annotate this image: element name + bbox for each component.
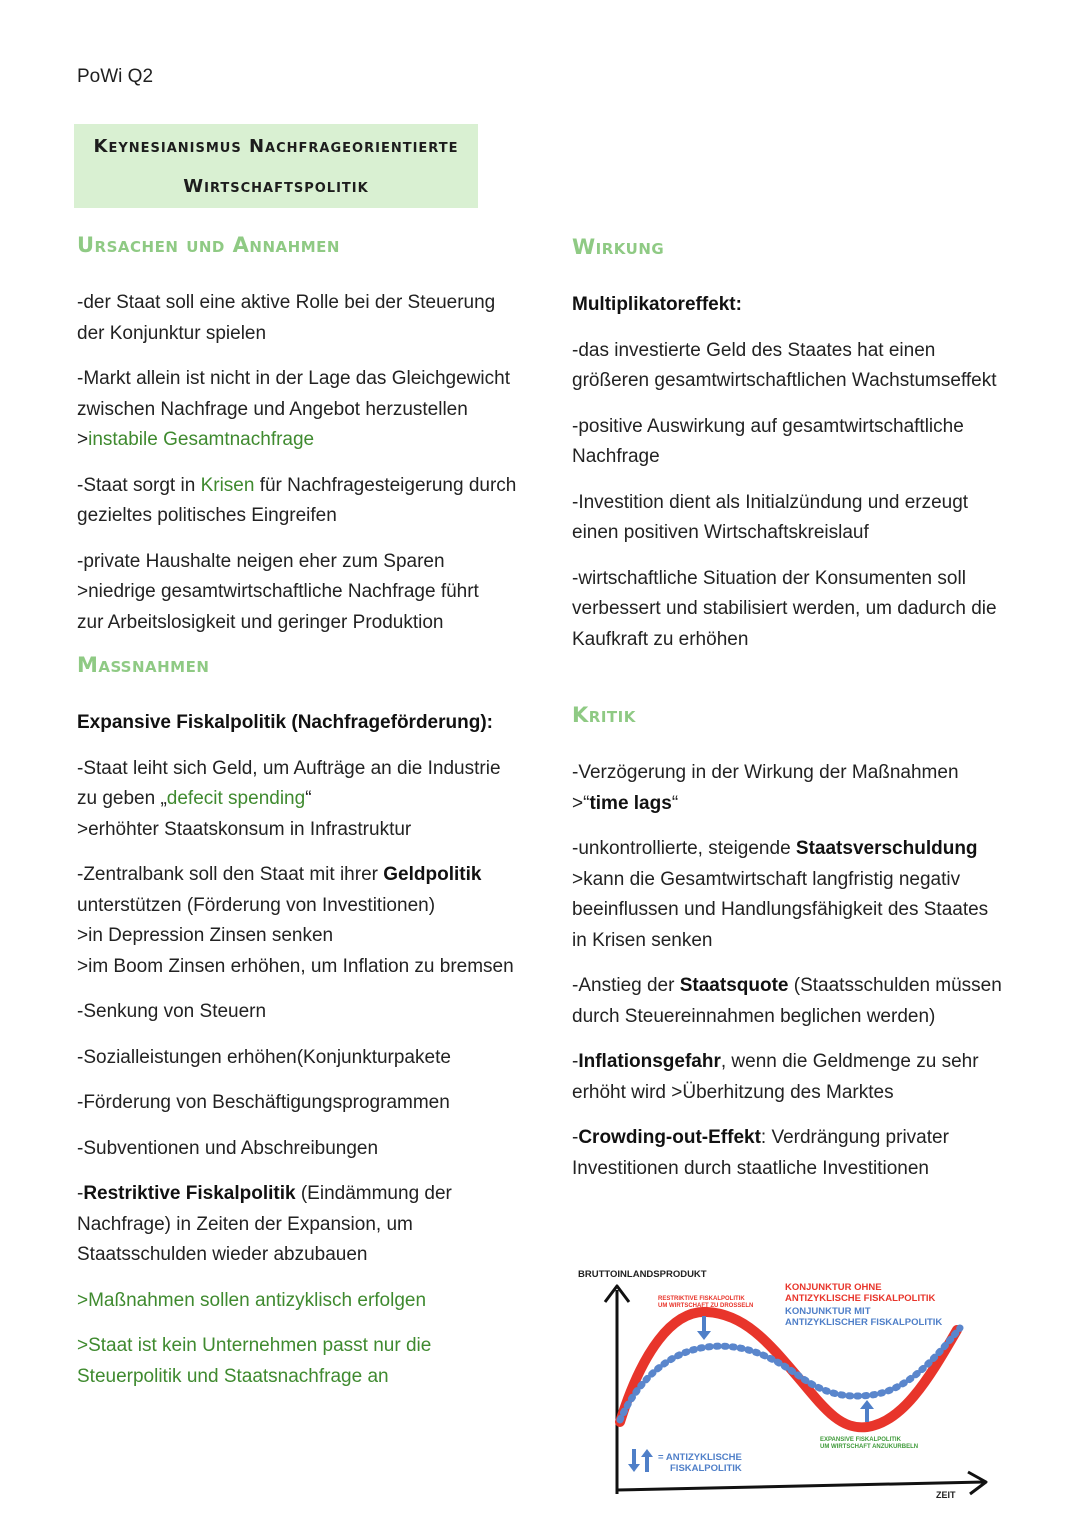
title-line-1: Keynesianismus Nachfrageorientierte [93,136,459,157]
massnahme-2-bold: Geldpolitik [383,864,482,885]
ursache-3-text-a: -Staat sorgt in [77,474,201,496]
key-arrow-down-head [628,1464,640,1472]
kritik-4-dash: - [572,1051,579,1072]
ursache-2-highlight: instabile Gesamtnachfrage [88,429,315,450]
heading-kritik: Kritik [572,703,636,727]
legend-red-line-2: ANTIZYKLISCHE FISKALPOLITIK [785,1293,936,1304]
kritik-4-text: , wenn die Geldmenge zu sehr erhöht wird >Überhitzung des Marktes [572,1051,979,1103]
ursache-2 [77,364,517,456]
ursache-3 [77,471,517,532]
kritik-2-text-a: -unkontrollierte, steigende [572,838,796,859]
legend-red-line-1: KONJUNKTUR OHNE [785,1282,882,1293]
wirkung-4: -wirtschaftliche Situation der Konsumenten soll verbessert und stabilisiert werden, um dadurch die Kaufkraft zu erhöhen [572,567,997,650]
kritik-1-text: -Verzögerung in der Wirkung der Maßnahmen [572,762,959,783]
course-label: PoWi Q2 [77,66,154,87]
restriktiv-label-1: RESTRIKTIVE FISKALPOLITIK [658,1296,745,1302]
massnahme-2 [77,860,517,982]
massnahme-7-dash: - [77,1183,84,1204]
massnahme-7-text: (Eindämmung der Nachfrage) in Zeiten der Expansion, um Staatsschulden wieder abzubauen [77,1183,452,1265]
ursache-1: -der Staat soll eine aktive Rolle bei der Steuerung der Konjunktur spielen [77,292,496,344]
kritik-3 [572,971,1012,1032]
massnahme-2-text-c: >in Depression Zinsen senken [77,925,334,946]
kritik-2-text-b: >kann die Gesamtwirtschaft langfristig negativ beeinflussen und Handlungsfähigkeit des Staates in Krisen senken [572,868,989,951]
right-column [572,232,1012,1184]
kritik-1-bold: time lags [589,792,672,814]
x-axis [617,1482,984,1490]
kritik-1 [572,758,1012,819]
ursache-2-text: -Markt allein ist nicht in der Lage das Gleichgewicht zwischen Nachfrage und Angebot herzustellen > [77,368,510,450]
kritik-4 [572,1047,1012,1108]
massnahme-2-text-d: >im Boom Zinsen erhöhen, um Inflation zu bremsen [77,955,514,977]
kritik-1-quote-close: “ [671,792,679,814]
legend-blue-line-2: ANTIZYKLISCHER FISKALPOLITIK [785,1317,943,1328]
massnahmen-subheading: Expansive Fiskalpolitik (Nachfrageförderung): [77,712,493,733]
massnahme-1-text-a: -Staat leiht sich Geld, um Aufträge an die Industrie zu geben „ [77,757,501,809]
arrow-down-restriktiv-head [697,1331,711,1340]
massnahme-4: -Sozialleistungen erhöhen(Konjunkturpakete [77,1046,451,1068]
kritik-3-text-b: (Staatsschulden müssen durch Steuereinnahmen beglichen werden) [572,975,1002,1027]
kritik-1-quote-open: >“ [572,792,590,814]
restriktiv-label-2: UM WIRTSCHAFT ZU DROSSELN [658,1303,754,1309]
wirkung-1: -das investierte Geld des Staates hat einen größeren gesamtwirtschaftlichen Wachstumseffekt [572,339,997,391]
kritik-5-bold: Crowding-out-Effekt [578,1127,761,1148]
massnahme-1-quote: “ [305,788,312,809]
kritik-5-text: : Verdrängung privater Investitionen durch staatliche Investitionen [572,1127,949,1179]
massnahme-2-text-a: -Zentralbank soll den Staat mit ihrer [77,864,384,885]
kritik-3-text-a: -Anstieg der [572,975,680,996]
ursache-3-text-b: für Nachfragesteigerung durch gezieltes politisches Eingreifen [77,474,517,526]
heading-massnahmen: Maßnahmen [77,653,210,677]
key-label-1: = ANTIZYKLISCHE [658,1452,742,1463]
massnahme-9: >Staat ist kein Unternehmen passt nur die Steuerpolitik und Staatsnachfrage an [77,1335,432,1387]
title-box [74,124,478,208]
massnahme-1-text-b: >erhöhter Staatskonsum in Infrastruktur [77,818,412,840]
legend-blue-line-1: KONJUNKTUR MIT [785,1306,871,1317]
massnahme-6: -Subventionen und Abschreibungen [77,1137,379,1159]
left-column [77,230,517,1392]
kritik-2 [572,834,1007,956]
massnahme-1 [77,754,517,846]
ursache-4: -private Haushalte neigen eher zum Sparen >niedrige gesamtwirtschaftliche Nachfrage führt zur Arbeitslosigkeit und geringer Produktion [77,550,479,633]
x-axis-label: ZEIT [936,1490,956,1500]
ursache-3-highlight: Krisen [200,474,255,496]
key-label-2: FISKALPOLITIK [670,1463,742,1474]
massnahme-1-highlight: defecit spending [166,788,306,809]
kritik-4-bold: Inflationsgefahr [578,1051,721,1072]
title-line-2: Wirtschaftspolitik [183,176,369,197]
wirkung-3: -Investition dient als Initialzündung und erzeugt einen positiven Wirtschaftskreislauf [572,491,969,543]
arrow-up-expansiv-head [860,1400,874,1409]
heading-wirkung: Wirkung [572,235,665,259]
massnahme-7 [77,1179,517,1271]
massnahme-5: -Förderung von Beschäftigungsprogrammen [77,1092,450,1113]
massnahme-2-text-b: unterstützen (Förderung von Investitionen) [77,894,436,916]
expansiv-label-2: UM WIRTSCHAFT ANZUKURBELN [820,1444,919,1450]
massnahme-7-bold: Restriktive Fiskalpolitik [83,1183,296,1204]
y-axis-label: BRUTTOINLANDSPRODUKT [578,1269,707,1280]
massnahme-8: >Maßnahmen sollen antizyklisch erfolgen [77,1289,427,1311]
key-arrow-up-head [641,1449,653,1457]
massnahme-3: -Senkung von Steuern [77,1001,267,1022]
heading-ursachen: Ursachen und Annahmen [77,233,340,257]
kritik-5-dash: - [572,1127,579,1148]
kritik-5 [572,1123,1012,1184]
expansiv-label-1: EXPANSIVE FISKALPOLITIK [820,1437,901,1443]
wirkung-2: -positive Auswirkung auf gesamtwirtschaftliche Nachfrage [572,415,964,467]
kritik-2-bold: Staatsverschuldung [795,838,978,859]
konjunktur-diagram [572,1262,1000,1502]
wirkung-subheading: Multiplikatoreffekt: [572,294,742,315]
kritik-3-bold: Staatsquote [679,975,789,996]
